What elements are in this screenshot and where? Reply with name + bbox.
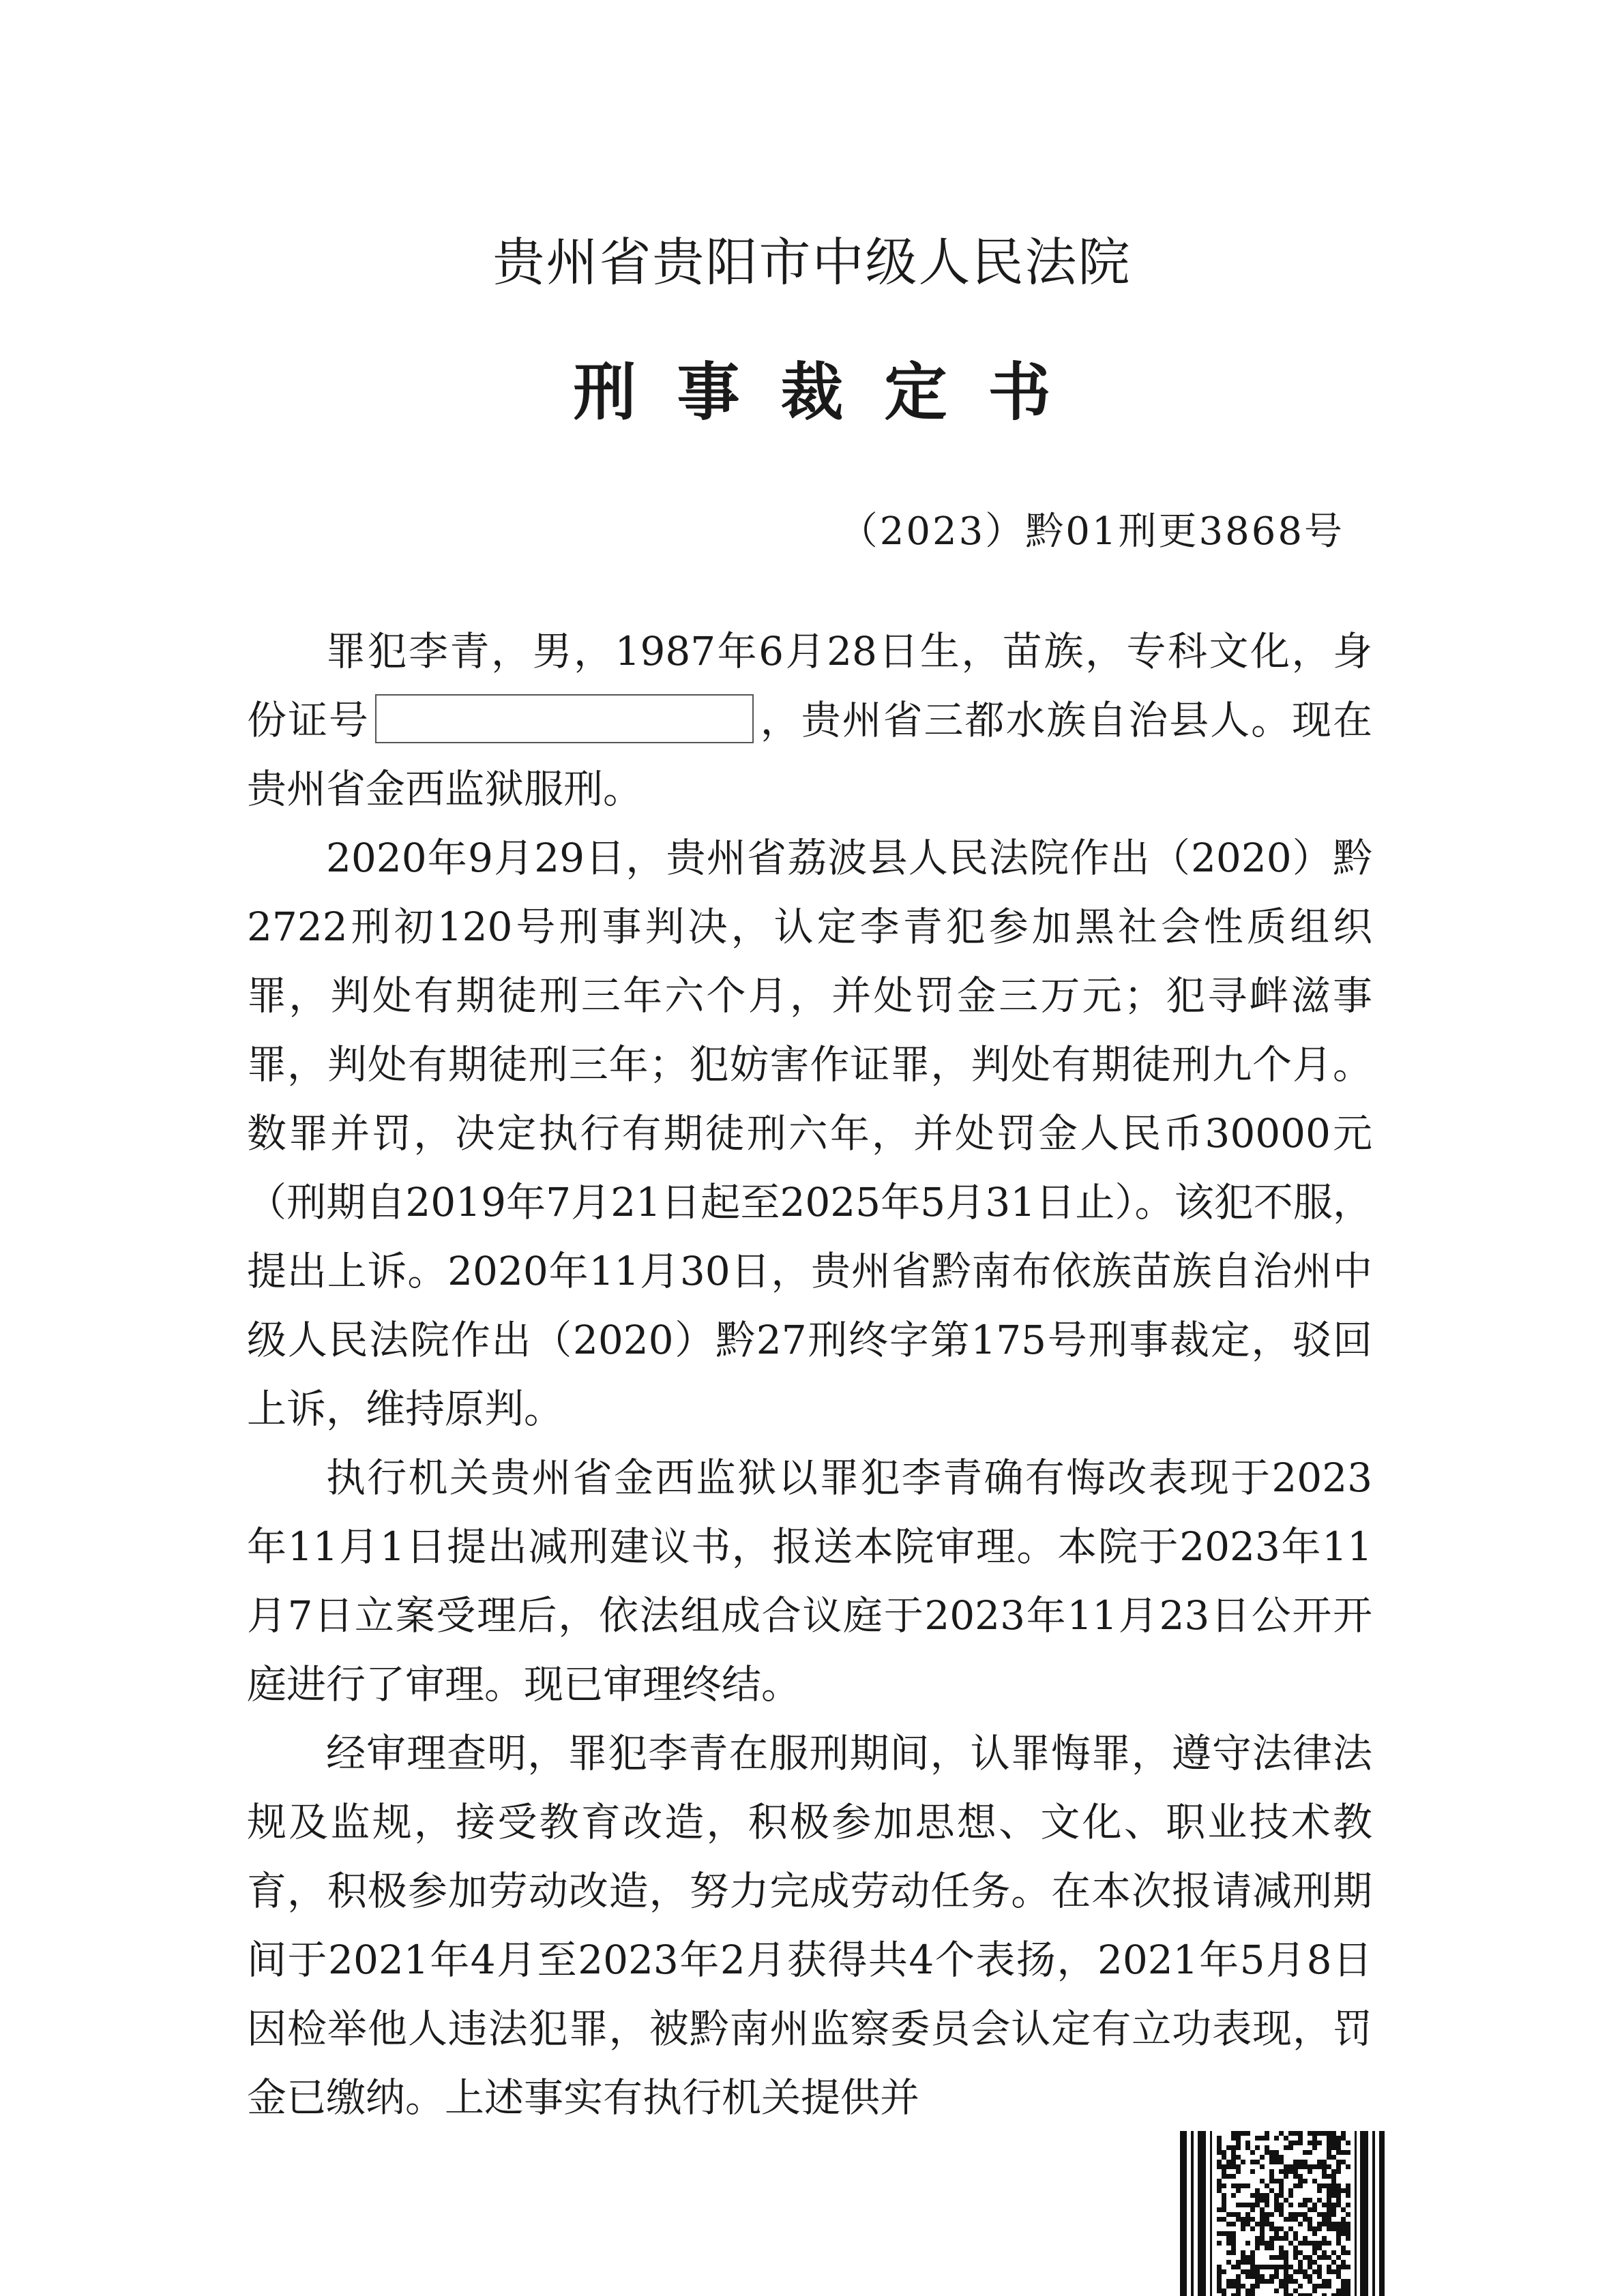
defendant-info-text: 罪犯李青，男，1987年6月28日生，苗族，专科文化，身份证号 (247, 628, 1372, 743)
title-char: 书 (988, 355, 1051, 429)
paragraph-original-judgment: 2020年9月29日，贵州省荔波县人民法院作出（2020）黔2722刑初120号刑事判决，认定李青犯参加黑社会性质组织罪，判处有期徒刑三年六个月，并处罚金三万元；犯寻衅滋事罪，判处有期徒刑三年；犯妨害作证罪，判处有期徒刑九个月。数罪并罚，决定执行有期徒刑六年，并处罚金人民币30000元（刑期自2019年7月21日起至2025年5月31日止）。该犯不服，提出上诉。2020年11月30日，贵州省黔南布依族苗族自治州中级人民法院作出（2020）黔27刑终字第175号刑事裁定，驳回上诉，维持原判。 (247, 835, 1372, 1432)
title-char: 刑 (573, 355, 636, 429)
redacted-id-box (375, 694, 754, 743)
defendant-info-text-cont: ，贵州省三都水族自治县人。现在贵州省金西监狱服刑。 (247, 697, 1372, 812)
document-title (0, 348, 1624, 436)
title-char: 定 (884, 355, 947, 429)
case-number: （2023）黔01刑更3868号 (839, 509, 1344, 554)
paragraph-findings: 经审理查明，罪犯李青在服刑期间，认罪悔罪，遵守法律法规及监规，接受教育改造，积极参加思想、文化、职业技术教育，积极参加劳动改造，努力完成劳动任务。在本次报请减刑期间于2021年4月至2023年2月获得共4个表扬，2021年5月8日因检举他人违法犯罪，被黔南州监察委员会认定有立功表现，罚金已缴纳。上述事实有执行机关提供并 (247, 1730, 1372, 2121)
paragraph-procedure: 执行机关贵州省金西监狱以罪犯李青确有悔改表现于2023年11月1日提出减刑建议书，报送本院审理。本院于2023年11月7日立案受理后，依法组成合议庭于2023年11月23日公开开庭进行了审理。现已审理终结。 (247, 1455, 1372, 1708)
barcode-qr-icon (1180, 2131, 1385, 2296)
title-char: 事 (677, 355, 740, 429)
document-body (247, 617, 1372, 2132)
court-name: 贵州省贵阳市中级人民法院 (492, 232, 1132, 293)
paragraph-defendant-info (247, 617, 1372, 824)
title-char: 裁 (780, 355, 844, 429)
